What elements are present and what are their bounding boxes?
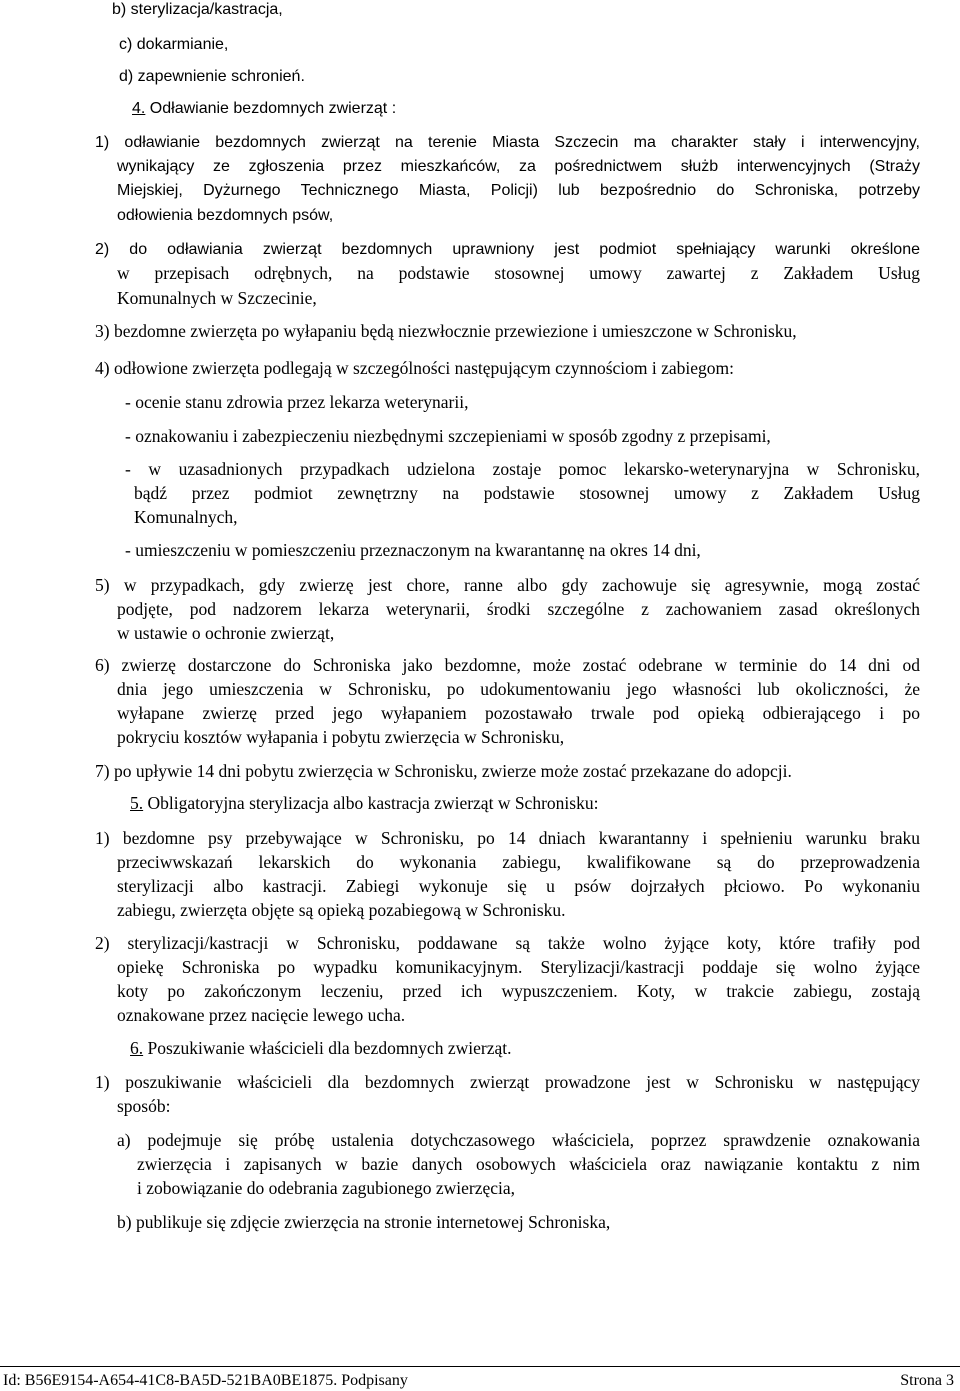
s5-2-line: opiekę Schroniska po wypadku komunikacyjnym. Sterylizacji/kastracji poddaje się wolno żyjące [117, 957, 920, 977]
s4-5-line: podjęte, pod nadzorem lekarza weterynarii, środki szczególne z zachowaniem zasad określonych [117, 599, 920, 619]
s6-1-a-line: a) podejmuje się próbę ustalenia dotychczasowego właściciela, poprzez sprawdzenie oznakowania [117, 1130, 920, 1150]
section-title: Obligatoryjna sterylizacja albo kastracja zwierząt w Schronisku: [147, 793, 599, 813]
s4-1-line: Miejskiej, Dyżurnego Technicznego Miasta, Policji) lub bezpośrednio do Schroniska, potrzeby [117, 182, 920, 199]
s4-4: 4) odłowione zwierzęta podlegają w szczególności następującym czynnościom i zabiegom: [95, 358, 735, 378]
s4-4-d: - umieszczeniu w pomieszczeniu przeznaczonym na kwarantannę na okres 14 dni, [125, 540, 701, 560]
s5-1-line: 1) bezdomne psy przebywające w Schronisku, po 14 dniach kwarantanny i spełnieniu warunku braku [95, 828, 920, 848]
s4-1-line: odłowienia bezdomnych psów, [117, 207, 334, 224]
s6-1-line: sposób: [117, 1096, 171, 1116]
s4-3: 3) bezdomne zwierzęta po wyłapaniu będą niezwłocznie przewiezione i umieszczone w Schronisku, [95, 321, 797, 341]
s4-4-b: - oznakowaniu i zabezpieczeniu niezbędnymi szczepieniami w sposób zgodny z przepisami, [125, 426, 771, 446]
s4-7: 7) po upływie 14 dni pobytu zwierzęcia w Schronisku, zwierze może zostać przekazane do adopcji. [95, 761, 792, 781]
s4-2-line: 2) do odławiania zwierząt bezdomnych uprawniony jest podmiot spełniający warunki określone [95, 241, 920, 258]
s4-4-c-line: bądź przez podmiot zewnętrzny na podstawie stosownej umowy z Zakładem Usług [134, 483, 920, 503]
list-item-b: b) sterylizacja/kastracja, [112, 1, 283, 18]
s6-1-a-line: i zobowiązanie do odebrania zagubionego zwierzęcia, [137, 1178, 516, 1198]
s4-5-line: w ustawie o ochronie zwierząt, [117, 623, 335, 643]
s5-1-line: przeciwwskazań lekarskich do wykonania zabiegu, kwalifikowane są do przeprowadzenia [117, 852, 920, 872]
section-title: Odławianie bezdomnych zwierząt : [149, 100, 397, 117]
s4-1-line: wynikający ze zgłoszenia przez mieszkańców, za pośrednictwem służb interwencyjnych (Straży [117, 158, 920, 175]
s4-1-line: 1) odławianie bezdomnych zwierząt na terenie Miasta Szczecin ma charakter stały i interwencyjny, [95, 134, 920, 151]
s5-1-line: zabiegu, zwierzęta objęte są opieką pozabiegową w Schronisku. [117, 900, 566, 920]
footer-page-number: Strona 3 [900, 1372, 954, 1389]
footer-document-id: Id: B56E9154-A654-41C8-BA5D-521BA0BE1875. Podpisany [3, 1372, 408, 1389]
s4-4-c-line: Komunalnych, [134, 507, 238, 527]
s4-6-line: dnia jego umieszczenia w Schronisku, po udokumentowaniu jego własności lub okoliczności, że [117, 679, 920, 699]
s5-2-line: 2) sterylizacji/kastracji w Schronisku, poddawane są także wolno żyjące koty, które trafiły pod [95, 933, 920, 953]
s5-1-line: sterylizacji albo kastracji. Zabiegi wykonuje się u psów dojrzałych płciowo. Po wykonaniu [117, 876, 920, 896]
s4-4-c-line: - w uzasadnionych przypadkach udzielona zostaje pomoc lekarsko-weterynaryjna w Schronisku, [125, 459, 920, 479]
s4-2-line: w przepisach odrębnych, na podstawie stosownej umowy zawartej z Zakładem Usług [117, 263, 920, 283]
section-4-heading [132, 97, 396, 121]
list-item-c: c) dokarmianie, [119, 36, 229, 53]
s4-6-line: 6) zwierzę dostarczone do Schroniska jako bezdomne, może zostać odebrane w terminie do 14 dni od [95, 655, 920, 675]
s6-1-b: b) publikuje się zdjęcie zwierzęcia na stronie internetowej Schroniska, [117, 1212, 611, 1232]
section-number: 6. [130, 1038, 144, 1058]
s5-2-line: oznakowane przez nacięcie lewego ucha. [117, 1005, 406, 1025]
section-number: 5. [130, 793, 144, 813]
s4-6-line: wyłapane zwierzę przed jego wyłapaniem pozostawało trwale pod opieką odbierającego i po [117, 703, 920, 723]
section-title: Poszukiwanie właścicieli dla bezdomnych zwierząt. [147, 1038, 512, 1058]
footer-divider [0, 1366, 960, 1367]
section-number: 4. [132, 100, 146, 117]
s4-6-line: pokryciu kosztów wyłapania i pobytu zwierzęcia w Schronisku, [117, 727, 565, 747]
s4-5-line: 5) w przypadkach, gdy zwierzę jest chore, ranne albo gdy zachowuje się agresywnie, mogą zostać [95, 575, 920, 595]
s5-2-line: koty po zakończonym leczeniu, przed ich wypuszczeniem. Koty, w trakcie zabiegu, zostają [117, 981, 920, 1001]
s6-1-a-line: zwierzęcia i zapisanych w bazie danych osobowych właściciela oraz nawiązanie kontaktu z nim [137, 1154, 920, 1174]
s6-1-line: 1) poszukiwanie właścicieli dla bezdomnych zwierząt prowadzone jest w Schronisku w następujący [95, 1072, 920, 1092]
list-item-d: d) zapewnienie schronień. [119, 68, 305, 85]
s4-4-a: - ocenie stanu zdrowia przez lekarza weterynarii, [125, 392, 469, 412]
section-6-heading [130, 1036, 511, 1060]
section-5-heading [130, 791, 598, 815]
s4-2-line: Komunalnych w Szczecinie, [117, 288, 317, 308]
